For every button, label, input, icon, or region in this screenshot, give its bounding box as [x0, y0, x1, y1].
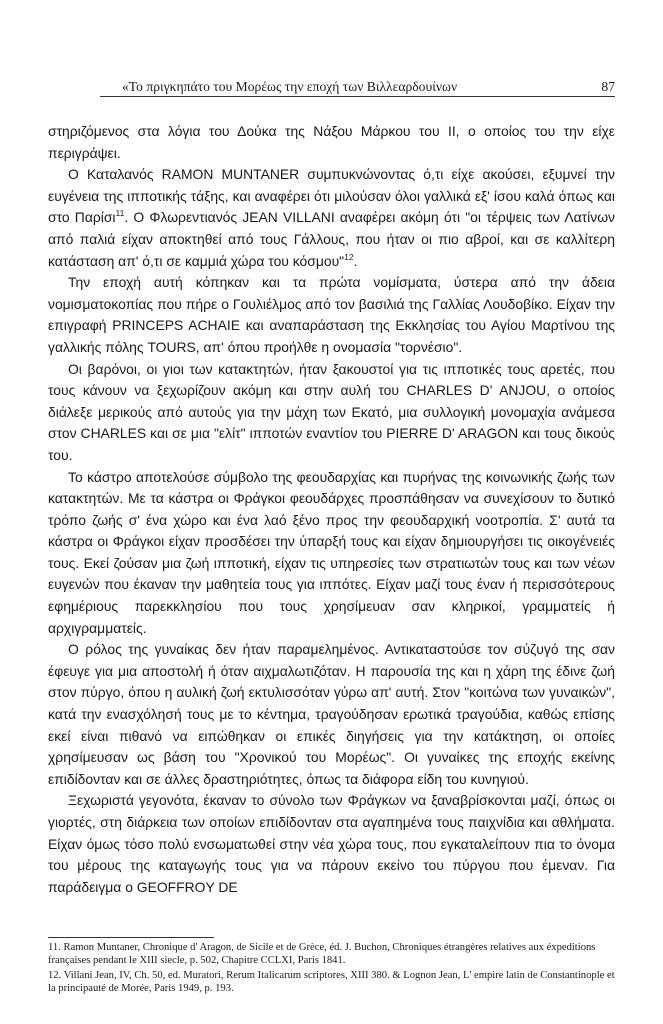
running-header [100, 78, 615, 98]
header-rule [100, 96, 615, 97]
paragraph-text: Ο Καταλανός RAMON MUNTANER συμπυκνώνοντας ό,τι είχε ακούσει, εξυμνεί την ευγένεια της ιπποτικής τάξης, και αναφέρει ότι μιλούσαν όλοι γαλλικά εξ' ίσου καλά όπως και στο Παρίσι [48, 166, 615, 226]
paragraph-text: . [353, 252, 358, 269]
footnote-ref-12[interactable]: 12 [344, 251, 354, 262]
footnote-rule [48, 937, 214, 938]
footnote-11: 11. Ramon Muntaner, Chronique d' Aragon, de Sicile et de Grèce, éd. J. Buchon, Chroniques étrangères relatives aux éxpeditions françaises pendant le XIII siecle, p. 502, Chapitre CCLXI, Paris 1841. [48, 942, 596, 966]
paragraph-castle: Το κάστρο αποτελούσε σύμβολο της φεουδαρχίας και πυρήνας της κοινωνικής ζωής των κατακτητών. Με τα κάστρα οι Φράγκοι φεουδάρχες προσπάθησαν να συνεχίσουν το δυτικό τρόπο ζωής σ' ένα χώρο και ένα λαό ξένο προς την φεουδαρχική νοοτροπία. Σ' αυτά τα κάστρα οι Φράγκοι είχαν προσδέσει την ύπαρξή τους και είχαν δημιουργήσει τις οικογένειές τους. Εκεί ζούσαν μια ζωή ιπποτική, είχαν τις υπηρεσίες των στρατιωτών τους και των νέων ευγενών που έκαναν την μαθητεία τους για ιππότες. Είχαν μαζί τους έναν ή περισσότερους εφημέριους παρεκκλησίου που τους χρησίμευαν σαν κληρικοί, γραμματείς ή αρχιγραμματείς. [48, 468, 615, 636]
paragraph-text: . Ο Φλωρεντιανός JEAN VILLANI αναφέρει ακόμη ότι "οι τέρψεις των Λατίνων από παλιά είχαν αποκτηθεί από τους Γάλλους, που ήταν οι πιο αβροί, και σε καλλίτερη κατάσταση απ' ό,τι σε καμμιά χώρα του κόσμου" [48, 209, 615, 269]
footnote-12: 12. Villani Jean, IV, Ch. 50, ed. Muratori, Rerum Italicarum scriptores, XIII 380. & Lognon Jean, L' empire latin de Constantinople et la principauté de Morée, Paris 1949, p. 193. [48, 970, 615, 994]
paragraph-barons: Οι βαρόνοι, οι γιοι των κατακτητών, ήταν ξακουστοί για τις ιπποτικές τους αρετές, που τους κάνουν να ξεχωρίζουν ακόμη και στην αυλή του CHARLES D' ANJOU, ο οποίος διάλεξε μερικούς από αυτούς για την μάχη των Εκατό, μια συλλογική μονομαχία ανάμεσα στον CHARLES και σε μια "ελίτ" ιπποτών εναντίον του PIERRE D' ARAGON και τους δικούς του. [48, 360, 615, 463]
paragraph-coins: Την εποχή αυτή κόπηκαν και τα πρώτα νομίσματα, ύστερα από την άδεια νομισματοκοπίας που πήρε ο Γουλιέλμος από τον βασιλιά της Γαλλίας Λουδοβίκο. Είχαν την επιγραφή PRINCEPS ACHAIE και αναπαράσταση της Εκκλησίας του Αγίου Μαρτίνου της γαλλικής πόλης TOURS, απ' όπου προήλθε η ονομασία "τορνέσιο". [48, 274, 615, 355]
paragraph-festivities: Ξεχωριστά γεγονότα, έκαναν το σύνολο των Φράγκων να ξαναβρίσκονται μαζί, όπως οι γιορτές, στη διάρκεια των οποίων επιδίδονταν στα αγαπημένα τους παιχνίδια και αθλήματα. Είχαν όμως τόσο πολύ ενσωματωθεί στην νέα χώρα τους, που εγκαταλείπουν πια το όνομα του μέρους της καταγωγής τους για να πάρουν εκείνο του πύργου που έμεναν. Για παράδειγμα ο GEOFFROY DE [48, 792, 615, 895]
footnotes [48, 942, 615, 998]
paragraph-continuation: στηριζόμενος στα λόγια του Δούκα της Νάξου Μάρκου του II, ο οποίος του την είχε περιγράψει. [48, 123, 615, 161]
footnote-ref-11[interactable]: 11 [115, 208, 125, 219]
paragraph-muntaner [48, 164, 615, 272]
body-text [48, 121, 615, 898]
paragraph-women: Ο ρόλος της γυναίκας δεν ήταν παραμελημένος. Αντικαταστούσε τον σύζυγό της σαν έφευγε για μια αποστολή ή όταν αιχμαλωτιζόταν. Η παρουσία της και η χάρη της έδινε ζωή στον πύργο, όπου η αυλική ζωή εκτυλισσόταν γύρω απ' αυτή. Στον "κοιτώνα των γυναικών", κατά την ενασχόλησή τους με το κέντημα, τραγούδησαν ερωτικά τραγούδια, καθώς επίσης εκεί είναι πιθανό να ειπώθηκαν οι επικές διηγήσεις για την κατάκτηση, οι οποίες χρησίμευσαν ως βάση του "Χρονικού του Μορέως". Οι γυναίκες της εποχής εκείνης επιδίδονταν και σε άλλες δραστηριότητες, όπως τα διάφορα είδη του κυνηγιού. [48, 641, 615, 787]
running-title: «Το πριγκηπάτο του Μορέως την εποχή των Βιλλεαρδουίνων [122, 79, 458, 94]
page-number: 87 [601, 79, 615, 94]
